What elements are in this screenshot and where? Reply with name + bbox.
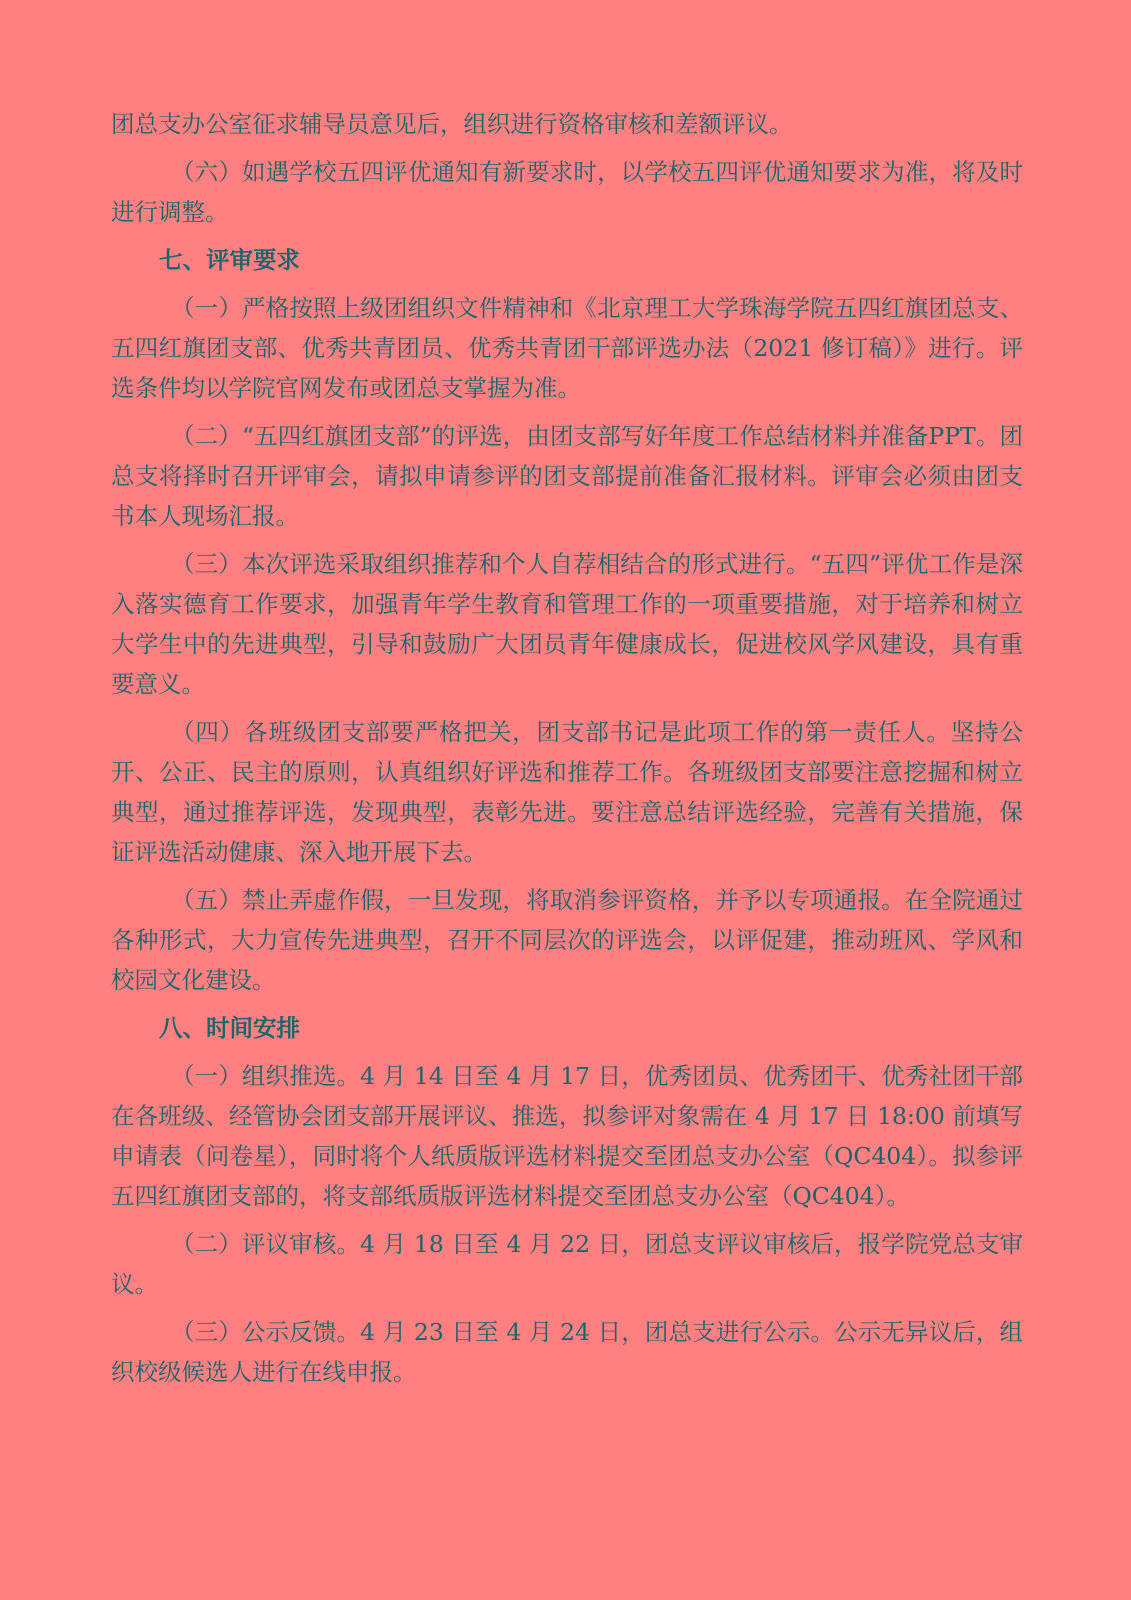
paragraph-schedule-item-3: （三）公示反馈。4 月 23 日至 4 月 24 日，团总支进行公示。公示无异议后，组织校级候选人进行在线申报。 — [111, 1318, 1023, 1386]
section-heading-review-requirements: 七、评审要求 — [159, 246, 300, 274]
paragraph-item-6-adjustment: （六）如遇学校五四评优通知有新要求时，以学校五四评优通知要求为准，将及时进行调整。 — [111, 158, 1023, 226]
paragraph-review-item-1: （一）严格按照上级团组织文件精神和《北京理工大学珠海学院五四红旗团总支、五四红旗团支部、优秀共青团员、优秀共青团干部评选办法（2021 修订稿）》进行。评选条件均以学院官网发布或团总支掌握为准。 — [111, 294, 1023, 402]
paragraph-review-item-3: （三）本次评选采取组织推荐和个人自荐相结合的形式进行。“五四”评优工作是深入落实德育工作要求，加强青年学生教育和管理工作的一项重要措施，对于培养和树立大学生中的先进典型，引导和鼓励广大团员青年健康成长，促进校风学风建设，具有重要意义。 — [111, 550, 1023, 698]
paragraph-schedule-item-1: （一）组织推选。4 月 14 日至 4 月 17 日，优秀团员、优秀团干、优秀社团干部在各班级、经管协会团支部开展评议、推选，拟参评对象需在 4 月 17 日 18:00 前填写申请表（问卷星），同时将个人纸质版评选材料提交至团总支办公室（QC404）。拟参评五四红旗团支部的，将支部纸质版评选材料提交至团总支办公室（QC404）。 — [111, 1062, 1023, 1210]
paragraph-review-item-5: （五）禁止弄虚作假，一旦发现，将取消参评资格，并予以专项通报。在全院通过各种形式，大力宣传先进典型，召开不同层次的评选会，以评促建，推动班风、学风和校园文化建设。 — [111, 886, 1023, 994]
paragraph-schedule-item-2: （二）评议审核。4 月 18 日至 4 月 22 日，团总支评议审核后，报学院党总支审议。 — [111, 1230, 1023, 1298]
document-page — [111, 104, 1023, 1400]
paragraph-eligibility-review: 团总支办公室征求辅导员意见后，组织进行资格审核和差额评议。 — [111, 110, 793, 138]
paragraph-review-item-2: （二）“五四红旗团支部”的评选，由团支部写好年度工作总结材料并准备PPT。团总支将择时召开评审会，请拟申请参评的团支部提前准备汇报材料。评审会必须由团支书本人现场汇报。 — [111, 422, 1023, 530]
paragraph-review-item-4: （四）各班级团支部要严格把关，团支部书记是此项工作的第一责任人。坚持公开、公正、民主的原则，认真组织好评选和推荐工作。各班级团支部要注意挖掘和树立典型，通过推荐评选，发现典型，表彰先进。要注意总结评选经验，完善有关措施，保证评选活动健康、深入地开展下去。 — [111, 718, 1023, 866]
section-heading-schedule: 八、时间安排 — [159, 1014, 300, 1042]
